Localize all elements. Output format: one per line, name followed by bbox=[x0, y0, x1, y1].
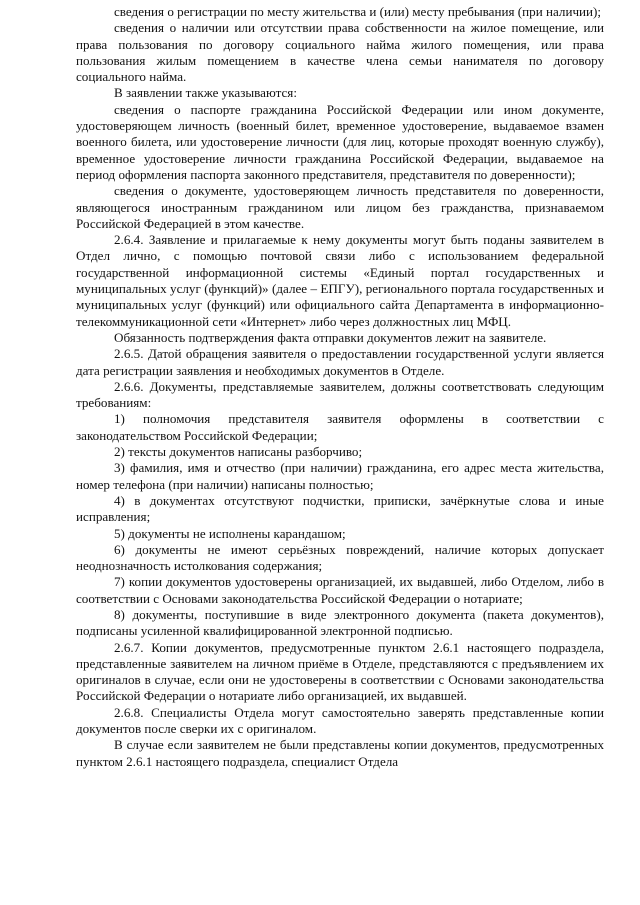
paragraph-missing-copies: В случае если заявителем не были представлены копии документов, предусмотренных пунктом 2.6.1 настоящего подраздела, специалист Отдела bbox=[76, 737, 604, 769]
paragraph-2-6-6: 2.6.6. Документы, представляемые заявителем, должны соответствовать следующим требованиям: bbox=[76, 378, 604, 411]
list-item-4: 4) в документах отсутствуют подчистки, приписки, зачёркнутые слова и иные исправления; bbox=[76, 492, 604, 525]
paragraph-sending-proof: Обязанность подтверждения факта отправки документов лежит на заявителе. bbox=[114, 329, 547, 345]
paragraph-property-rights: сведения о наличии или отсутствии права собственности на жилое помещение, или права пользования по договору социального найма жилого помещения, или права пользования жилым помещением в качестве члена семьи нанимателя по договору социального найма. bbox=[76, 20, 604, 85]
paragraph-passport-info: сведения о паспорте гражданина Российской Федерации или ином документе, удостоверяющем личность (военный билет, временное удостоверение, выдаваемое взамен военного билета, или удостоверение личности (для лиц, которые проходят военную службу), временное удостоверение личности гражданина Российской Федерации, выдаваемое на период оформления паспорта законного представителя, представителя по доверенности); bbox=[76, 101, 604, 182]
paragraph-2-6-8: 2.6.8. Специалисты Отдела могут самостоятельно заверять представленные копии документов после сверки их с оригиналом. bbox=[76, 704, 604, 737]
list-item-2: 2) тексты документов написаны разборчиво; bbox=[114, 444, 363, 460]
paragraph-registration-info: сведения о регистрации по месту жительства и (или) месту пребывания (при наличии); bbox=[114, 4, 602, 19]
list-item-6: 6) документы не имеют серьёзных повреждений, наличие которых допускает неоднозначность истолкования содержания; bbox=[76, 541, 604, 574]
paragraph-2-6-4: 2.6.4. Заявление и прилагаемые к нему документы могут быть поданы заявителем в Отдел лично, с помощью почтовой связи либо с использованием федеральной государственной информационной системы «Единый портал государственных и муниципальных услуг (функций)» (далее – ЕПГУ), регионального портала государственных и муниципальных услуг (функций) или официального сайта Департамента в информационно-телекоммуникационной сети «Интернет» либо через должностных лиц МФЦ. bbox=[76, 232, 604, 329]
list-item-7: 7) копии документов удостоверены организацией, их выдавшей, либо Отделом, либо в соответствии с Основами законодательства Российской Федерации о нотариате; bbox=[76, 574, 604, 606]
paragraph-2-6-7: 2.6.7. Копии документов, предусмотренные пунктом 2.6.1 настоящего подраздела, представленные заявителем на личном приёме в Отделе, представляются с предъявлением их оригиналов в случае, если они не удостоверены в соответствии с Основами законодательства Российской Федерации о нотариате либо организацией, их выдавшей. bbox=[76, 639, 604, 704]
list-item-8: 8) документы, поступившие в виде электронного документа (пакета документов), подписаны усиленной квалифицированной электронной подписью. bbox=[76, 606, 604, 639]
paragraph-representative-document: сведения о документе, удостоверяющем личность представителя по доверенности, являющегося иностранным гражданином или лицом без гражданства, признаваемом Российской Федерацией в этом качестве. bbox=[76, 183, 604, 231]
list-item-1: 1) полномочия представителя заявителя оформлены в соответствии с законодательством Российской Федерации; bbox=[76, 411, 604, 443]
list-item-5: 5) документы не исполнены карандашом; bbox=[114, 525, 346, 541]
list-item-3: 3) фамилия, имя и отчество (при наличии) гражданина, его адрес места жительства, номер телефона (при наличии) написаны полностью; bbox=[76, 460, 604, 492]
paragraph-also-specified: В заявлении также указываются: bbox=[114, 85, 297, 101]
paragraph-2-6-5: 2.6.5. Датой обращения заявителя о предоставлении государственной услуги является дата регистрации заявления и необходимых документов в Отделе. bbox=[76, 346, 604, 378]
